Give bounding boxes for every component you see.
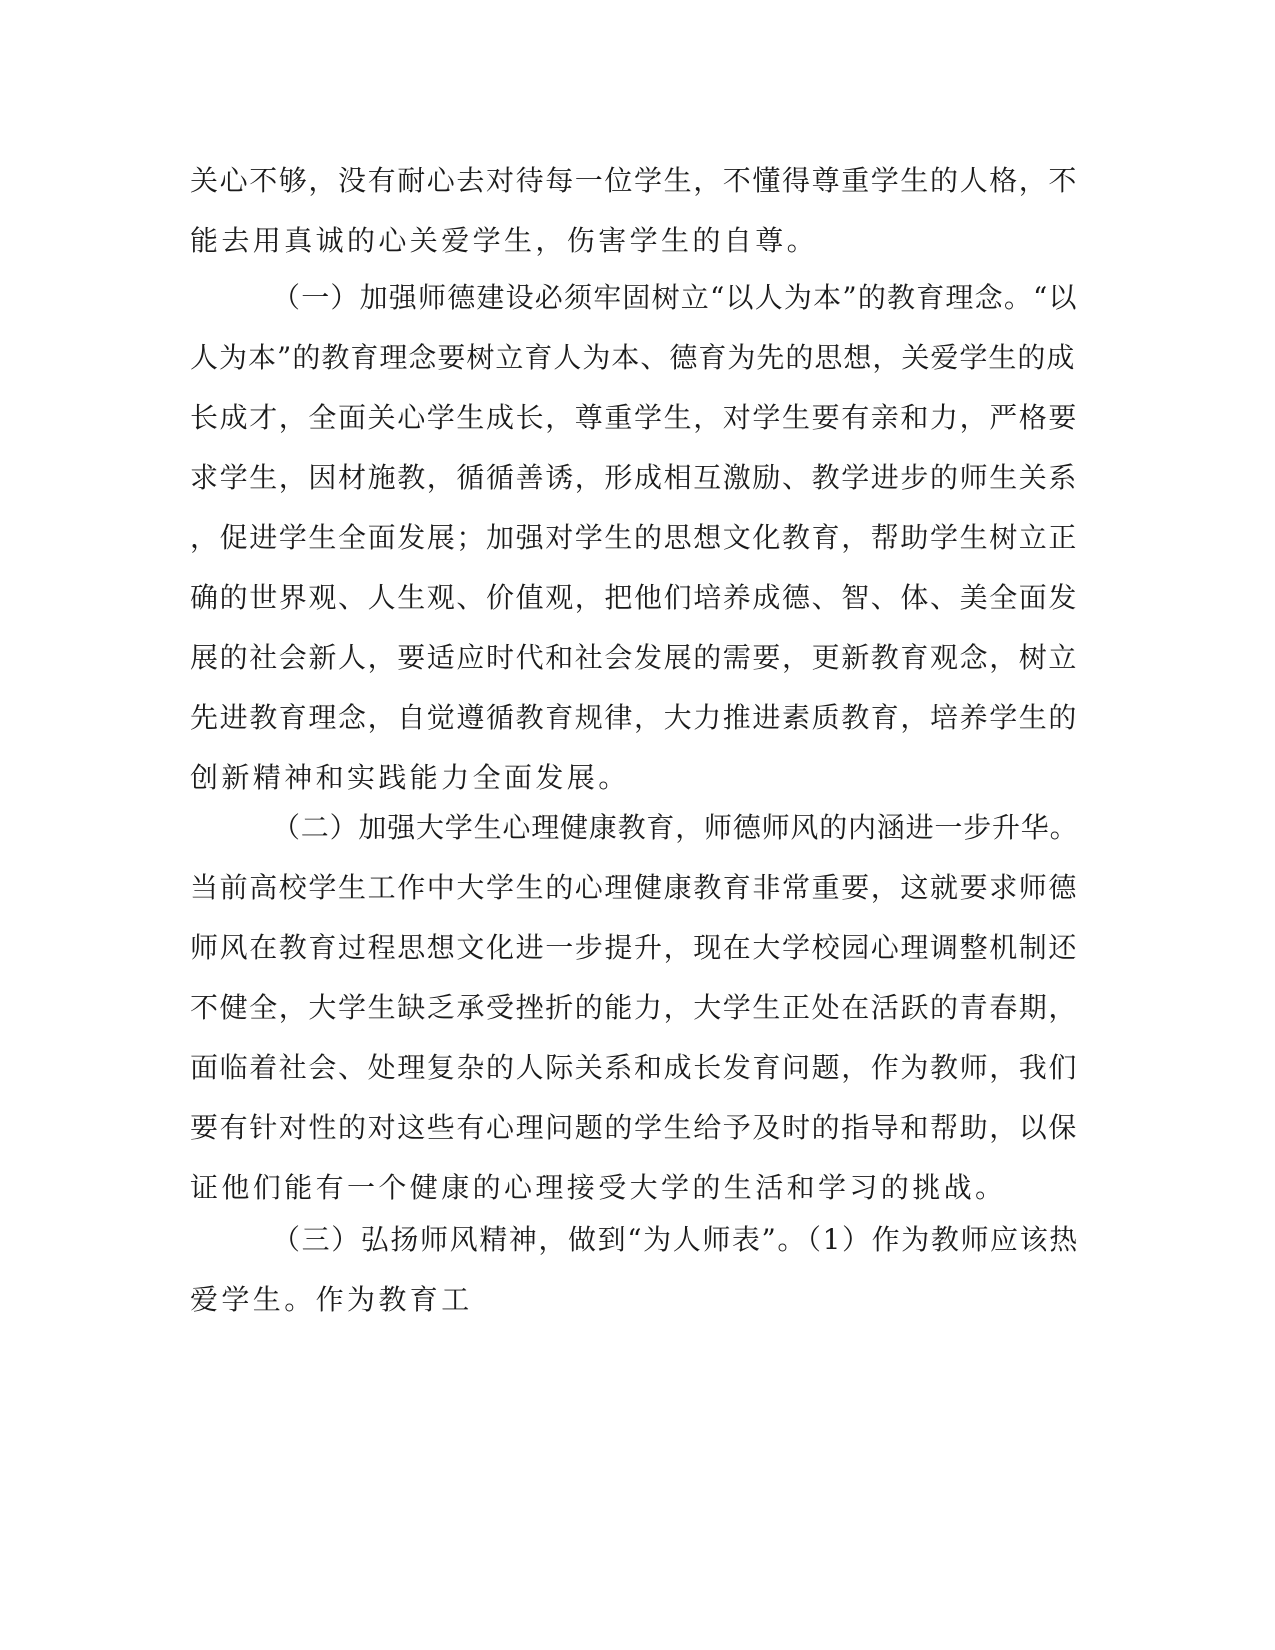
text-line: 能去用真诚的心关爱学生，伤害学生的自尊。 (190, 224, 819, 257)
text-line: 关心不够，没有耐心去对待每一位学生，不懂得尊重学生的人格，不 (190, 164, 1079, 197)
text-line: 确的世界观、人生观、价值观，把他们培养成德、智、体、美全面发 (190, 581, 1079, 614)
text-line: 求学生，因材施教，循循善诱，形成相互激励、教学进步的师生关系 (190, 461, 1079, 494)
paragraph-section-2 (190, 798, 1080, 1218)
text-line: （三）弘扬师风精神，做到“为人师表”。（1）作为教师应该热 (272, 1223, 1079, 1256)
text-line: 创新精神和实践能力全面发展。 (190, 761, 630, 794)
text-line: 长成才，全面关心学生成长，尊重学生，对学生要有亲和力，严格要 (190, 401, 1079, 434)
text-line: 证他们能有一个健康的心理接受大学的生活和学习的挑战。 (190, 1171, 1007, 1204)
paragraph-section-1 (190, 268, 1080, 808)
text-line: 不健全，大学生缺乏承受挫折的能力，大学生正处在活跃的青春期， (190, 991, 1079, 1024)
paragraph-intro (190, 151, 1080, 271)
text-line: ，促进学生全面发展；加强对学生的思想文化教育，帮助学生树立正 (190, 521, 1079, 554)
text-line: 师风在教育过程思想文化进一步提升，现在大学校园心理调整机制还 (190, 931, 1079, 964)
text-line: 要有针对性的对这些有心理问题的学生给予及时的指导和帮助，以保 (190, 1111, 1079, 1144)
text-line: （一）加强师德建设必须牢固树立“以人为本”的教育理念。“以 (272, 281, 1078, 314)
text-line: 人为本”的教育理念要树立育人为本、德育为先的思想，关爱学生的成 (190, 341, 1076, 374)
text-line: 先进教育理念，自觉遵循教育规律，大力推进素质教育，培养学生的 (190, 701, 1079, 734)
text-line: 爱学生。作为教育工 (190, 1283, 473, 1316)
text-line: 展的社会新人，要适应时代和社会发展的需要，更新教育观念，树立 (190, 641, 1079, 674)
paragraph-section-3 (190, 1210, 1080, 1330)
text-line: 当前高校学生工作中大学生的心理健康教育非常重要，这就要求师德 (190, 871, 1079, 904)
text-line: （二）加强大学生心理健康教育，师德师风的内涵进一步升华。 (272, 811, 1079, 844)
text-line: 面临着社会、处理复杂的人际关系和成长发育问题，作为教师，我们 (190, 1051, 1079, 1084)
